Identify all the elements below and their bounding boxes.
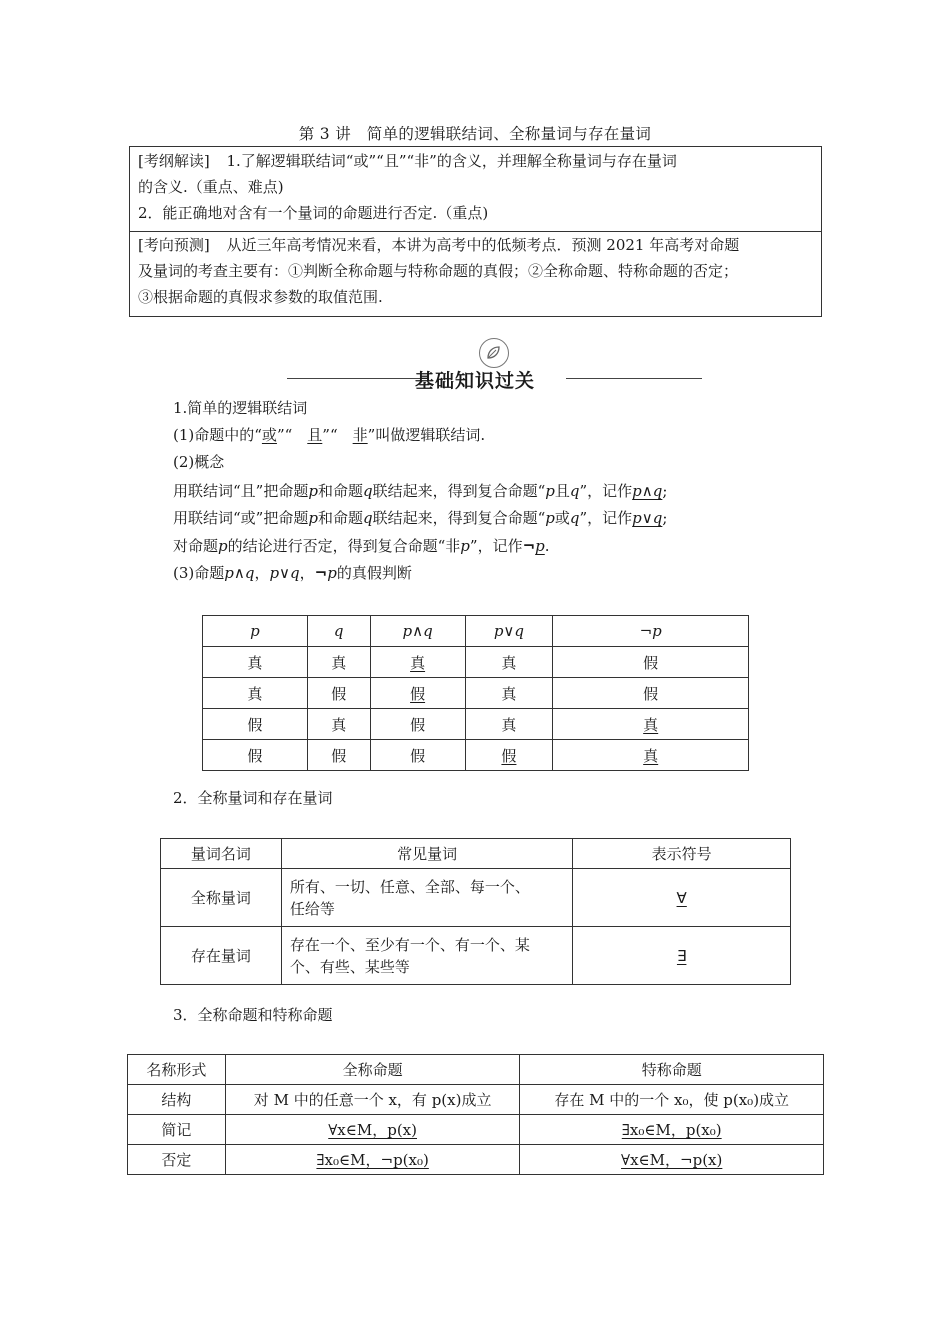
cell: 假	[307, 678, 370, 709]
header-cell: 全称命题	[225, 1055, 520, 1085]
syllabus-line-2: 的含义.（重点、难点)	[138, 178, 284, 196]
section3-heading: 3．全称命题和特称命题	[173, 1006, 333, 1024]
table-row	[128, 1145, 824, 1175]
cell	[573, 927, 791, 985]
cell: 假	[307, 740, 370, 771]
cell: 存在 M 中的一个 x₀，使 p(x₀)成立	[520, 1085, 824, 1115]
cell: 结构	[128, 1085, 226, 1115]
header-cell: 名称形式	[128, 1055, 226, 1085]
table-row	[128, 1085, 824, 1115]
cell: 假	[553, 678, 749, 709]
concept-not: 对命题p的结论进行否定，得到复合命题“非p”，记作¬p.	[173, 537, 550, 555]
cell: ∃x₀∈M，¬p(x₀)	[225, 1145, 520, 1175]
section2-heading: 2．全称量词和存在量词	[173, 789, 333, 807]
section1-item2: (2)概念	[173, 453, 225, 471]
header-p-or-q: p∨q	[465, 616, 553, 647]
cell: 真	[370, 647, 465, 678]
quantifier-table	[160, 838, 791, 985]
table-row	[128, 1115, 824, 1145]
cell: 假	[203, 740, 308, 771]
cell: 假	[553, 647, 749, 678]
syllabus-line-3: 2．能正确地对含有一个量词的命题进行否定.（重点)	[138, 204, 489, 222]
cell: ∀x∈M，¬p(x)	[520, 1145, 824, 1175]
not-notation: p	[535, 537, 545, 555]
cell: 真	[465, 709, 553, 740]
cell: 真	[307, 647, 370, 678]
trend-label: [考向预测]	[138, 236, 210, 254]
cell: 真	[203, 678, 308, 709]
intro-box	[129, 146, 822, 317]
cell: 存在一个、至少有一个、有一个、某 个、有些、某些等	[281, 927, 573, 985]
cell: 假	[370, 740, 465, 771]
cell: 对 M 中的任意一个 x，有 p(x)成立	[225, 1085, 520, 1115]
trend-line-2: 及量词的考查主要有：①判断全称命题与特称命题的真假；②全称命题、特称命题的否定；	[138, 262, 739, 280]
section1-heading: 1.简单的逻辑联结词	[173, 399, 308, 417]
cell	[573, 869, 791, 927]
concept-and: 用联结词“且”把命题p和命题q联结起来，得到复合命题“p且q”，记作p∧q;	[173, 482, 668, 500]
negation-symbol: ¬	[522, 537, 536, 555]
cell: 真	[553, 740, 749, 771]
table-header-row	[128, 1055, 824, 1085]
cell: 真	[203, 647, 308, 678]
header-cell: 表示符号	[573, 839, 791, 869]
truth-table	[202, 615, 749, 771]
forall-symbol: ∀	[676, 888, 687, 907]
header-cell: 量词名词	[161, 839, 282, 869]
table-row	[203, 678, 749, 709]
cell: 否定	[128, 1145, 226, 1175]
word-or: 或	[261, 426, 277, 444]
header-q: q	[307, 616, 370, 647]
cell: 假	[370, 678, 465, 709]
trend-text-1: 从近三年高考情况来看，本讲为高考中的低频考点．预测 2021 年高考对命题	[226, 236, 740, 254]
cell: ∃x₀∈M，p(x₀)	[520, 1115, 824, 1145]
trend-line-1	[138, 235, 739, 255]
cell: 假	[465, 740, 553, 771]
word-not: 非	[352, 426, 368, 444]
leaf-icon	[479, 338, 509, 368]
syllabus-line-1	[138, 151, 677, 171]
trend-line-3: ③根据命题的真假求参数的取值范围.	[138, 288, 383, 306]
proposition-table	[127, 1054, 824, 1175]
and-notation: p∧q	[632, 482, 663, 500]
header-p-and-q: p∧q	[370, 616, 465, 647]
header-not-p: ¬p	[553, 616, 749, 647]
header-cell: 特称命题	[520, 1055, 824, 1085]
or-notation: p∨q	[632, 509, 663, 527]
cell: 假	[203, 709, 308, 740]
cell: 全称量词	[161, 869, 282, 927]
table-row	[161, 927, 791, 985]
section1-item1: (1)命题中的“或”“ 且”“ 非”叫做逻辑联结词.	[173, 426, 486, 444]
cell: 真	[307, 709, 370, 740]
table-header-row	[161, 839, 791, 869]
exists-symbol: ∃	[676, 946, 687, 965]
table-row	[203, 647, 749, 678]
intro-divider	[130, 231, 821, 232]
syllabus-label: [考纲解读]	[138, 152, 210, 170]
table-header-row	[203, 616, 749, 647]
section-banner: 基础知识过关	[414, 370, 535, 392]
cell: 假	[370, 709, 465, 740]
cell: 真	[465, 678, 553, 709]
table-row	[161, 869, 791, 927]
syllabus-text-1: 1.了解逻辑联结词“或”“且”“非”的含义，并理解全称量词与存在量词	[226, 152, 677, 170]
header-p: p	[203, 616, 308, 647]
table-row	[203, 740, 749, 771]
cell: 存在量词	[161, 927, 282, 985]
table-row	[203, 709, 749, 740]
page-title: 第 3 讲 简单的逻辑联结词、全称量词与存在量词	[298, 125, 652, 143]
cell: ∀x∈M，p(x)	[225, 1115, 520, 1145]
header-cell: 常见量词	[281, 839, 573, 869]
cell: 真	[465, 647, 553, 678]
cell: 所有、一切、任意、全部、每一个、 任给等	[281, 869, 573, 927]
concept-or: 用联结词“或”把命题p和命题q联结起来，得到复合命题“p或q”，记作p∨q;	[173, 509, 668, 527]
cell: 真	[553, 709, 749, 740]
section1-item3: (3)命题p∧q，p∨q，¬p的真假判断	[173, 564, 412, 582]
cell: 简记	[128, 1115, 226, 1145]
word-and: 且	[307, 426, 323, 444]
